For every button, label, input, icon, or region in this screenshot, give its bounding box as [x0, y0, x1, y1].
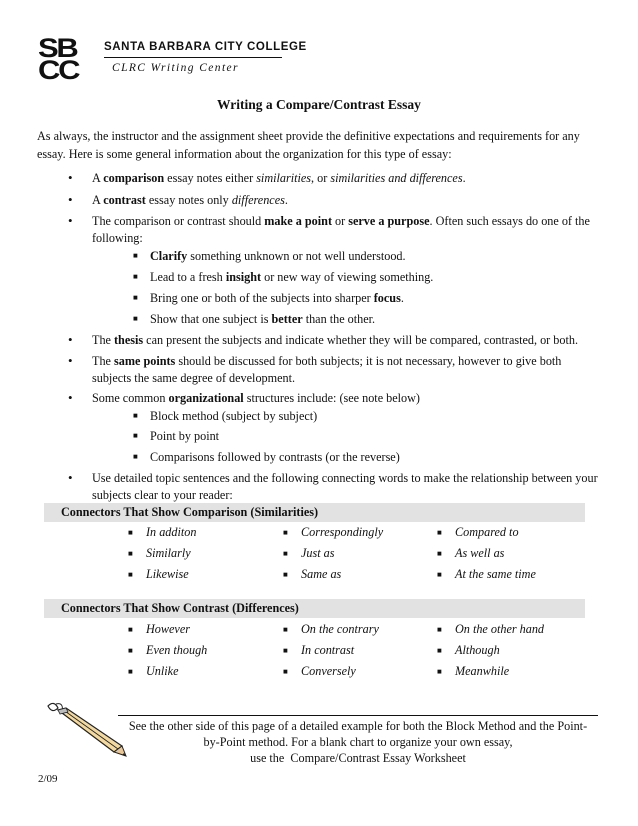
note-rule — [118, 715, 598, 716]
pencil-icon — [44, 700, 128, 758]
purpose-focus: Bring one or both of the subjects into sharper focus. — [150, 291, 404, 305]
square-bullet: ■ — [437, 625, 442, 634]
point-thesis: The thesis can present the subjects and indicate whether they will be compared, contrasted, or both. — [92, 333, 579, 347]
square-bullet: ■ — [283, 625, 288, 634]
square-bullet: ■ — [133, 293, 138, 302]
square-bullet: ■ — [133, 314, 138, 323]
logo-line-1: SB — [38, 33, 77, 63]
similarities-heading: Connectors That Show Comparison (Similarities) — [61, 505, 319, 519]
square-bullet: ■ — [133, 431, 138, 440]
point-comparison: A comparison essay notes either similarities, or similarities and differences. — [92, 171, 466, 185]
connector-word: Even though — [146, 643, 208, 657]
connector-word: On the contrary — [301, 622, 379, 636]
square-bullet: ■ — [283, 667, 288, 676]
square-bullet: ■ — [437, 528, 442, 537]
connector-word: Same as — [301, 567, 342, 581]
page-title: Writing a Compare/Contrast Essay — [217, 97, 421, 112]
purpose-insight: Lead to a fresh insight or new way of viewing something. — [150, 270, 434, 284]
purpose-clarify: Clarify something unknown or not well understood. — [150, 249, 406, 263]
connector-word: As well as — [455, 546, 505, 560]
square-bullet: ■ — [283, 570, 288, 579]
contrast-heading-band — [44, 599, 585, 618]
square-bullet: ■ — [128, 528, 133, 537]
square-bullet: ■ — [128, 570, 133, 579]
connector-word: Although — [455, 643, 500, 657]
square-bullet: ■ — [128, 549, 133, 558]
connector-word: Unlike — [146, 664, 179, 678]
square-bullet: ■ — [437, 549, 442, 558]
worksheet-note — [118, 718, 598, 766]
note-line-2: by-Point method. For a blank chart to organize your own essay, — [203, 735, 513, 749]
point-same-points: The same points should be discussed for both subjects; it is not necessary, however to give both subjects the same degree of development. — [92, 354, 562, 385]
writing-center-name: CLRC Writing Center — [112, 62, 239, 74]
square-bullet: ■ — [437, 646, 442, 655]
connector-word: Correspondingly — [301, 525, 384, 539]
similarities-heading-band — [44, 503, 585, 522]
square-bullet: ■ — [283, 549, 288, 558]
bullet: • — [68, 170, 73, 185]
square-bullet: ■ — [133, 272, 138, 281]
college-name: SANTA BARBARA CITY COLLEGE — [104, 41, 307, 53]
point-organizational: Some common organizational structures include: (see note below) — [92, 391, 420, 405]
connector-word: In additon — [146, 525, 197, 539]
structure-block: Block method (subject by subject) — [150, 409, 318, 423]
revision-date: 2/09 — [38, 773, 58, 785]
note-line-3: use the Compare/Contrast Essay Worksheet — [250, 751, 466, 765]
bullet: • — [68, 213, 73, 228]
connector-word: At the same time — [455, 567, 536, 581]
square-bullet: ■ — [437, 667, 442, 676]
bullet: • — [68, 353, 73, 368]
logo-line-2: CC — [38, 55, 79, 85]
square-bullet: ■ — [128, 646, 133, 655]
bullet: • — [68, 390, 73, 405]
point-connectors: Use detailed topic sentences and the following connecting words to make the relationship between your subjects clear to your reader: — [92, 471, 598, 502]
college-logo — [38, 33, 100, 85]
square-bullet: ■ — [128, 667, 133, 676]
bullet: • — [68, 332, 73, 347]
square-bullet: ■ — [283, 646, 288, 655]
square-bullet: ■ — [128, 625, 133, 634]
square-bullet: ■ — [133, 251, 138, 260]
connector-word: Meanwhile — [455, 664, 510, 678]
connector-word: Conversely — [301, 664, 356, 678]
point-purpose: The comparison or contrast should make a point or serve a purpose. Often such essays do one of the following: — [92, 214, 590, 245]
connector-word: However — [146, 622, 190, 636]
connector-word: Just as — [301, 546, 335, 560]
square-bullet: ■ — [133, 452, 138, 461]
connector-word: In contrast — [301, 643, 355, 657]
connector-word: Similarly — [146, 546, 191, 560]
bullet: • — [68, 192, 73, 207]
note-line-1: See the other side of this page of a detailed example for both the Block Method and the Point- — [128, 719, 588, 733]
structure-comparisons-contrasts: Comparisons followed by contrasts (or the reverse) — [150, 450, 400, 464]
square-bullet: ■ — [133, 411, 138, 420]
square-bullet: ■ — [283, 528, 288, 537]
structure-point-by-point: Point by point — [150, 429, 220, 443]
connector-word: Likewise — [146, 567, 189, 581]
purpose-better: Show that one subject is better than the other. — [150, 312, 376, 326]
header-rule — [104, 57, 282, 58]
bullet: • — [68, 470, 73, 485]
connector-word: Compared to — [455, 525, 519, 539]
intro-paragraph: As always, the instructor and the assignment sheet provide the definitive expectations and requirements for any essay. Here is some general information about the organization for this type of essay: — [37, 129, 580, 161]
connector-word: On the other hand — [455, 622, 545, 636]
contrast-heading: Connectors That Show Contrast (Differences) — [61, 601, 299, 615]
square-bullet: ■ — [437, 570, 442, 579]
point-contrast: A contrast essay notes only differences. — [92, 193, 288, 207]
